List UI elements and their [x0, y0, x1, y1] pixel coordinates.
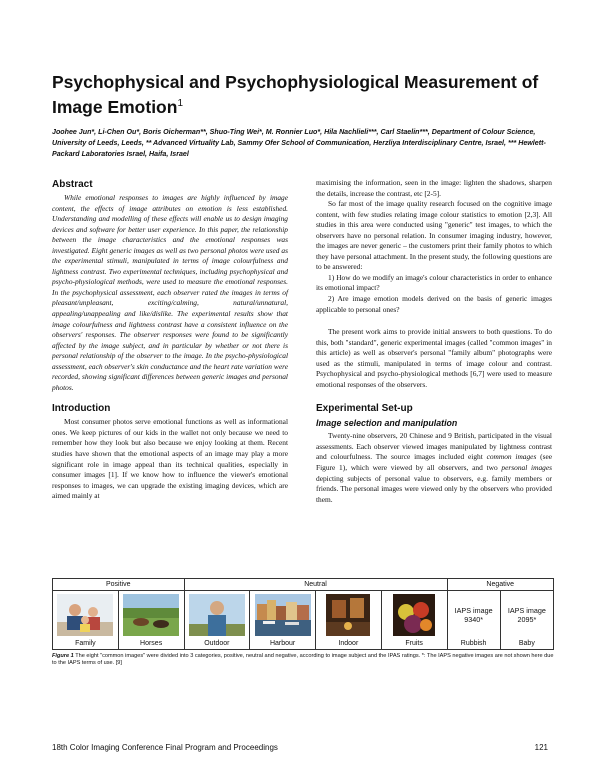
paper-title: Psychophysical and Psychophysiological Measurement of Image Emotion$^1$ — [52, 72, 539, 117]
image-indoor — [316, 591, 382, 640]
label-family: Family — [53, 639, 119, 649]
image-outdoor — [184, 591, 250, 640]
group-negative: Negative — [447, 579, 554, 591]
page-number: 121 — [534, 743, 548, 752]
setup-paragraph-1: Twenty-nine observers, 20 Chinese and 9 British, participated in the visual assessments. Each observer viewed images manipulated by lightness contrast and colourfulness. The source images included eight common images (see Figure 1), which were viewed by all observers, and two personal images depicting subjects of personal value to observers, e.g. family members or friends. The personal images were viewed only by the observers who provided them. — [316, 431, 553, 504]
image-fruits — [381, 591, 447, 640]
group-neutral: Neutral — [184, 579, 447, 591]
label-fruits: Fruits — [381, 639, 447, 649]
image-horses — [118, 591, 184, 640]
horses-photo — [123, 594, 179, 636]
harbour-photo — [255, 594, 311, 636]
label-baby: Baby — [500, 639, 553, 649]
proceedings-title: 18th Color Imaging Conference Final Program and Proceedings — [52, 743, 278, 752]
image-selection-subheading: Image selection and manipulation — [316, 418, 458, 429]
group-positive: Positive — [53, 579, 185, 591]
title-footnote-mark: 1 — [177, 98, 183, 109]
fruits-photo — [393, 594, 435, 636]
image-baby: IAPS image 2095* — [500, 591, 553, 640]
figure-caption: Figure 1 The eight "common images" were divided into 3 categories, positive, neutral and negative, according to image subject and the IPAS ratings. *: The IAPS negative images are not shown here due to the IAPS terms of use. [9] — [52, 652, 554, 666]
abstract-text: While emotional responses to images are highly influenced by image content, the effects of image attributes on emotion is less established. Understanding and modelling of these effects will enable us to design imaging devices and software for better user experience. In this paper, the relationship between the image characteristics and the emotional responses was investigated. Eight generic images as well as two personal photos were used as the experimental stimuli, manipulated in terms of image colourfulness and lightness contrast. Two experimental techniques, including psychophysical and psycho-physiological methods, were used to measure the emotional responses. In the psychophysical assessment, each observer rated the images in terms of pleasant/unpleasant, exciting/calming, natural/unnatural, appealing/unappealing and like/dislike. The experimental results show that image colourfulness and lightness contrast have a consistent influence on the observers' responses. The observer responses were found to be significantly affected by the image subject, and in particular by whether or not there is personal relationship of the observer to the image. In the psycho-physiological assessment, each observer's skin conductance and the heart rate variation were recorded, showing significant differences between generic images and personal photos. — [52, 193, 288, 392]
intro-paragraph-3: The present work aims to provide initial answers to both questions. To do this, both "standard", generic experimental images (called "common images" in this article) as well as observer's personal "family album" photographs were used as the stimuli, manipulated in terms of image colour and contrast. Psychophysical and psycho-physiological methods [6,7] were used to measure emotional responses of the observers. — [316, 327, 552, 389]
right-column — [316, 178, 552, 505]
author-list: Joohee Jun*, Li-Chen Ou*, Boris Oicherman**, Shuo-Ting Wei*, M. Ronnier Luo*, Hila Nachlieli***, Carl Staelin***, Department of Colour Science, University of Leeds, Leeds, ** Advanced Virtuality Lab, Sammy Ofer School of Communication, Herzliya Interdisciplinary Centre, Israel, *** Hewlett-Packard Laboratories Israel, Haifa, Israel — [52, 128, 546, 158]
figure-1-table — [52, 578, 554, 650]
abstract-heading: Abstract — [52, 179, 93, 190]
left-column — [52, 178, 288, 502]
experimental-setup-heading: Experimental Set-up — [316, 403, 413, 415]
research-question-1: 1) How do we modify an image's colour characteristics in order to enhance its emotional impact? — [316, 272, 552, 293]
intro-paragraph-1: Most consumer photos serve emotional functions as well as informational ones. We keep pictures of our kids in the wallet not only because we need to remember how they look but also because we enjoy looking at them. Recent studies have shown that the emotional aspects of an image may play a more significant role in image appeal than its technical qualities, especially in consumer images [1]. If we know how to influence the viewer's emotional responses to images, we can upgrade the existing imaging devices, which are aimed mainly at — [52, 417, 288, 501]
intro-paragraph-1-continued: maximising the information, seen in the image: lighten the shadows, sharpen the details, increase the contrast, etc [2-5]. — [316, 178, 552, 198]
image-harbour — [250, 591, 316, 640]
label-harbour: Harbour — [250, 639, 316, 649]
label-outdoor: Outdoor — [184, 639, 250, 649]
label-indoor: Indoor — [316, 639, 382, 649]
outdoor-photo — [189, 594, 245, 636]
page-footer — [52, 743, 548, 752]
intro-paragraph-2: So far most of the image quality research focused on the cognitive image content, with few studies relating image colour statistics to emotion [2,3]. All studies in this area were conducted using "generic" test images, to which the observers have no personal relation. In consumer imaging industry, however, the images are never generic – the customers print their family photos to which they have personal attachment. In the present study, the following questions are to be answered: — [316, 199, 552, 272]
family-photo — [57, 594, 113, 636]
image-rubbish: IAPS image 9340* — [447, 591, 500, 640]
figure-caption-label: Figure 1 — [52, 652, 74, 659]
label-horses: Horses — [118, 639, 184, 649]
image-family — [53, 591, 119, 640]
indoor-photo — [326, 594, 370, 636]
introduction-heading: Introduction — [52, 403, 111, 415]
research-question-2: 2) Are image emotion models derived on the basis of generic images applicable to personal ones? — [316, 294, 552, 314]
figure-1 — [52, 578, 554, 668]
label-rubbish: Rubbish — [447, 639, 500, 649]
